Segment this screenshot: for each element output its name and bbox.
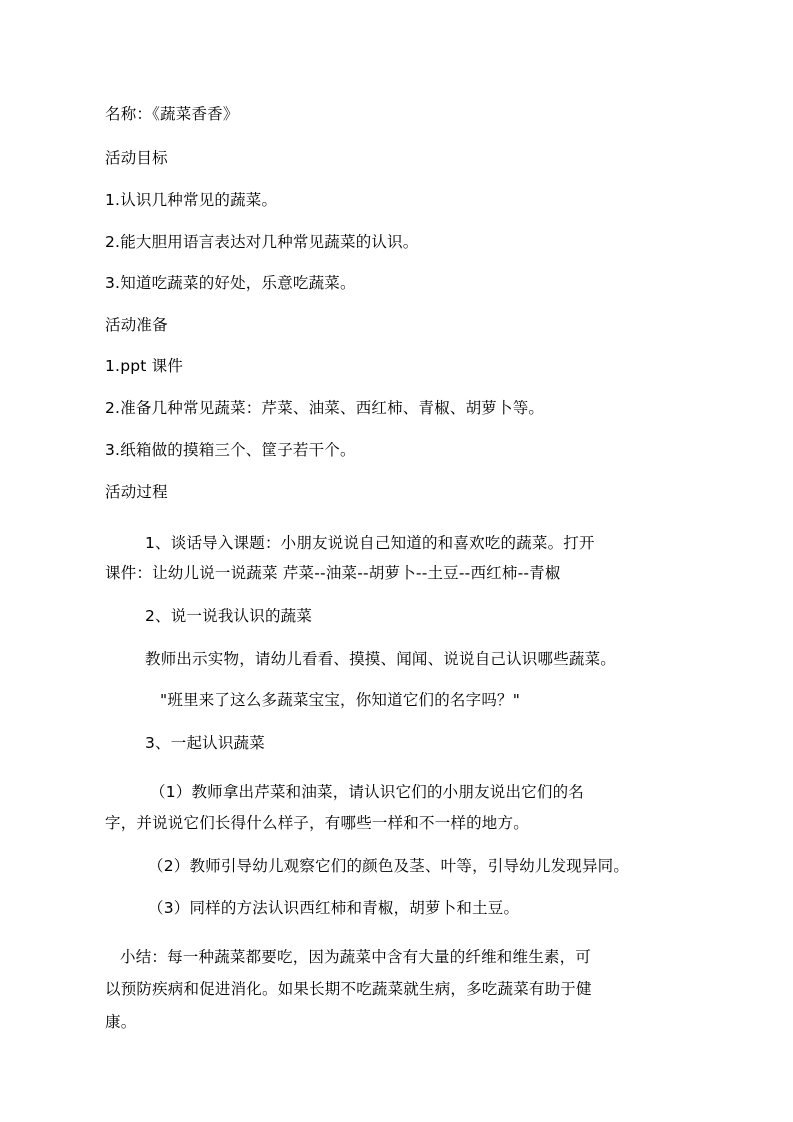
process-step-1-line-1: 1、谈话导入课题：小朋友说说自己知道的和喜欢吃的蔬菜。打开 — [145, 534, 595, 552]
process-step-2-heading: 2、说一说我认识的蔬菜 — [145, 607, 313, 625]
process-step-3-item-1-line-2: 字，并说说它们长得什么样子，有哪些一样和不一样的地方。 — [105, 814, 529, 832]
summary-line-2: 以预防疾病和促进消化。如果长期不吃蔬菜就生病，多吃蔬菜有助于健 — [105, 980, 592, 998]
process-step-3-item-2: （2）教师引导幼儿观察它们的颜色及茎、叶等，引导幼儿发现异同。 — [148, 857, 630, 875]
preparation-item: 2.准备几种常见蔬菜：芹菜、油菜、西红柿、青椒、胡萝卜等。 — [105, 399, 545, 417]
goal-item: 3.知道吃蔬菜的好处，乐意吃蔬菜。 — [105, 274, 356, 292]
preparation-heading: 活动准备 — [105, 316, 168, 334]
summary-line-1: 小结：每一种蔬菜都要吃，因为蔬菜中含有大量的纤维和维生素，可 — [120, 948, 592, 966]
summary-line-3: 康。 — [105, 1013, 137, 1031]
process-step-1-line-2: 课件：让幼儿说一说蔬菜 芹菜--油菜--胡萝卜--土豆--西红柿--青椒 — [105, 564, 561, 582]
preparation-item: 1.ppt 课件 — [105, 357, 184, 375]
goals-heading: 活动目标 — [105, 149, 168, 167]
preparation-item: 3.纸箱做的摸箱三个、筐子若干个。 — [105, 441, 356, 459]
goal-item: 1.认识几种常见的蔬菜。 — [105, 191, 278, 209]
activity-title: 名称：《蔬菜香香》 — [105, 105, 239, 123]
process-step-2-text: 教师出示实物，请幼儿看看、摸摸、闻闻、说说自己认识哪些蔬菜。 — [145, 650, 617, 668]
process-step-3-item-3: （3）同样的方法认识西红柿和青椒，胡萝卜和土豆。 — [148, 899, 520, 917]
process-heading: 活动过程 — [105, 483, 168, 501]
process-step-2-quote: "班里来了这么多蔬菜宝宝，你知道它们的名字吗？" — [160, 691, 521, 709]
process-step-3-heading: 3、一起认识蔬菜 — [145, 734, 265, 752]
process-step-3-item-1-line-1: （1）教师拿出芹菜和油菜，请认识它们的小朋友说出它们的名 — [150, 783, 584, 801]
goal-item: 2.能大胆用语言表达对几种常见蔬菜的认识。 — [105, 233, 419, 251]
